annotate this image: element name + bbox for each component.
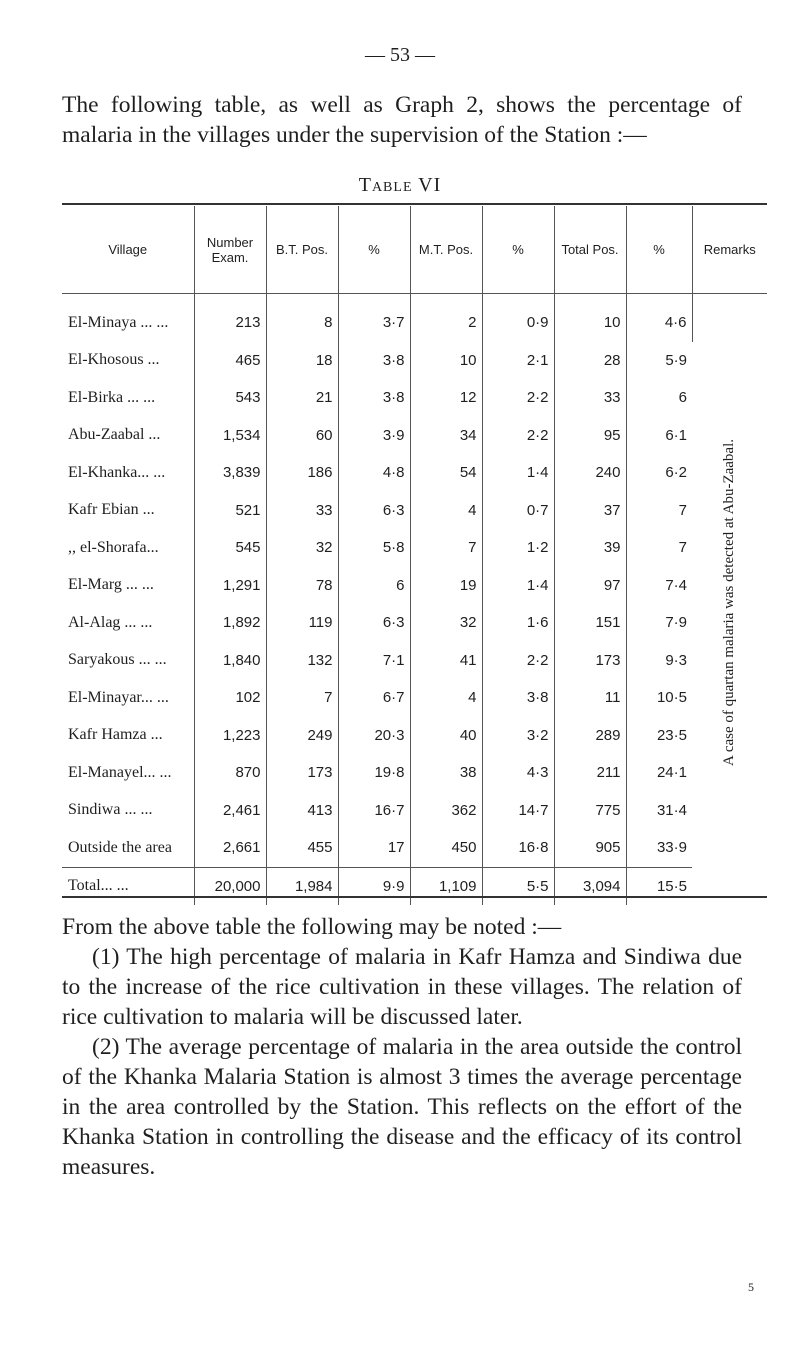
mt-percent-cell: 14·7 — [482, 792, 554, 830]
table-title: Table VI — [358, 174, 442, 196]
village-cell: El-Birka ... ... — [62, 379, 194, 417]
total-cell: 33 — [554, 379, 626, 417]
total-cell: 240 — [554, 454, 626, 492]
exam-cell: 1,291 — [194, 567, 266, 605]
table-row — [62, 454, 767, 492]
bt-cell: 78 — [266, 567, 338, 605]
total-cell: 37 — [554, 492, 626, 530]
bt-percent-cell: 19·8 — [338, 754, 410, 792]
bt-cell: 60 — [266, 417, 338, 455]
exam-cell: 1,892 — [194, 604, 266, 642]
total-percent-cell: 6 — [678, 389, 687, 407]
exam-cell: 2,461 — [194, 792, 266, 830]
mt-percent-cell: 2·2 — [482, 642, 554, 680]
exam-cell: 521 — [194, 492, 266, 530]
mt-cell: 54 — [410, 454, 482, 492]
total-label-cell: Total... ... — [62, 867, 194, 905]
bt-percent-cell: 6·7 — [338, 679, 410, 717]
bt-percent-cell: 3·7 — [338, 294, 410, 342]
header-mt-percent: % — [482, 206, 554, 294]
mt-percent-cell: 4·3 — [482, 754, 554, 792]
mt-cell: 12 — [410, 379, 482, 417]
bt-cell: 119 — [266, 604, 338, 642]
table-row — [62, 717, 767, 755]
mt-cell: 19 — [410, 567, 482, 605]
remarks-note: A case of quartan malaria was detected at Abu-Zaabal. — [721, 439, 738, 766]
total-percent-cell: 4·6 — [626, 294, 692, 342]
total-cell: 95 — [554, 417, 626, 455]
exam-cell: 545 — [194, 529, 266, 567]
total-cell: 289 — [554, 717, 626, 755]
total-cell: 11 — [554, 679, 626, 717]
exam-cell: 213 — [194, 294, 266, 342]
bt-cell: 413 — [266, 792, 338, 830]
header-bt-percent: % — [338, 206, 410, 294]
total-row — [62, 867, 767, 905]
exam-cell: 3,839 — [194, 454, 266, 492]
total-percent-cell: 7 — [678, 539, 687, 557]
signature-mark: 5 — [748, 1280, 754, 1294]
table-row — [62, 754, 767, 792]
total-bt-cell: 1,984 — [266, 867, 338, 905]
bt-cell: 249 — [266, 717, 338, 755]
village-cell: Kafr Hamza ... — [62, 717, 194, 755]
table-row — [62, 379, 767, 417]
total-percent-cell: 24·1 — [656, 764, 687, 782]
bt-cell: 132 — [266, 642, 338, 680]
bt-cell: 32 — [266, 529, 338, 567]
bt-percent-cell: 7·1 — [338, 642, 410, 680]
mt-cell: 2 — [410, 294, 482, 342]
exam-cell: 870 — [194, 754, 266, 792]
total-percent-cell: 7·4 — [665, 576, 687, 594]
header-village: Village — [62, 206, 194, 294]
header-mt-pos: M.T. Pos. — [410, 206, 482, 294]
mt-percent-cell: 3·2 — [482, 717, 554, 755]
mt-percent-cell: 1·4 — [482, 454, 554, 492]
mt-percent-cell: 1·4 — [482, 567, 554, 605]
total-bt-percent-cell: 9·9 — [338, 867, 410, 905]
conclusion-point-1: (1) The high percentage of malaria in Kafr Hamza and Sindiwa due to the increase of the rice cultivation in these villages. The relation of rice cultivation to malaria will be discussed later. — [62, 944, 742, 1030]
mt-cell: 10 — [410, 342, 482, 380]
exam-cell: 1,534 — [194, 417, 266, 455]
bt-percent-cell: 17 — [338, 829, 410, 867]
mt-cell: 40 — [410, 717, 482, 755]
mt-percent-cell: 0·9 — [482, 294, 554, 342]
table-row — [62, 529, 767, 567]
village-cell: El-Khanka... ... — [62, 454, 194, 492]
village-cell: Outside the area — [62, 829, 194, 867]
bt-percent-cell: 3·8 — [338, 342, 410, 380]
table-row — [62, 829, 767, 867]
exam-cell: 1,840 — [194, 642, 266, 680]
bt-cell: 455 — [266, 829, 338, 867]
bt-cell: 186 — [266, 454, 338, 492]
total-mt-percent-cell: 5·5 — [482, 867, 554, 905]
bt-percent-cell: 6·3 — [338, 604, 410, 642]
header-number-exam: Number Exam. — [194, 206, 266, 294]
total-cell: 97 — [554, 567, 626, 605]
mt-cell: 7 — [410, 529, 482, 567]
bt-cell: 8 — [266, 294, 338, 342]
table-bottom-rule — [62, 896, 767, 898]
table-header-row — [62, 206, 767, 294]
table-row — [62, 679, 767, 717]
table-row — [62, 417, 767, 455]
village-cell: El-Khosous ... — [62, 342, 194, 380]
malaria-table — [62, 206, 767, 905]
page-number: — 53 — — [365, 44, 435, 66]
village-cell: Saryakous ... ... — [62, 642, 194, 680]
mt-percent-cell: 2·2 — [482, 417, 554, 455]
total-percent-cell: 31·4 — [656, 801, 687, 819]
total-percent-cell: 6·1 — [665, 426, 687, 444]
total-percent-cell: 6·2 — [665, 464, 687, 482]
bt-percent-cell: 16·7 — [338, 792, 410, 830]
bt-cell: 21 — [266, 379, 338, 417]
bt-percent-cell: 6 — [338, 567, 410, 605]
conclusion-point-2: (2) The average percentage of malaria in the area outside the control of the Khanka Malaria Station is almost 3 times the average percentage in the area controlled by the Station. This reflects on the effort of the Khanka Station in controlling the disease and the efficacy of its control measures. — [62, 1034, 742, 1180]
bt-percent-cell: 4·8 — [338, 454, 410, 492]
mt-cell: 34 — [410, 417, 482, 455]
table-row — [62, 604, 767, 642]
total-cell: 10 — [554, 294, 626, 342]
remarks-cell — [692, 294, 767, 906]
header-total-percent: % — [626, 206, 692, 294]
mt-cell: 362 — [410, 792, 482, 830]
bt-cell: 33 — [266, 492, 338, 530]
bt-percent-cell: 20·3 — [338, 717, 410, 755]
mt-percent-cell: 1·6 — [482, 604, 554, 642]
conclusions-lead: From the above table the following may be noted :— — [62, 914, 562, 940]
village-cell: Sindiwa ... ... — [62, 792, 194, 830]
total-total-cell: 3,094 — [554, 867, 626, 905]
total-percent-cell: 5·9 — [665, 351, 687, 369]
mt-percent-cell: 0·7 — [482, 492, 554, 530]
table-row — [62, 792, 767, 830]
table-row — [62, 294, 767, 342]
total-cell: 151 — [554, 604, 626, 642]
total-exam-cell: 20,000 — [194, 867, 266, 905]
village-cell: ,, el-Shorafa... — [62, 529, 194, 567]
table-row — [62, 492, 767, 530]
exam-cell: 543 — [194, 379, 266, 417]
total-cell: 905 — [554, 829, 626, 867]
total-total-percent-cell: 15·5 — [626, 867, 692, 905]
village-cell: Kafr Ebian ... — [62, 492, 194, 530]
exam-cell: 2,661 — [194, 829, 266, 867]
total-cell: 173 — [554, 642, 626, 680]
total-cell: 28 — [554, 342, 626, 380]
village-cell: Al-Alag ... ... — [62, 604, 194, 642]
exam-cell: 102 — [194, 679, 266, 717]
mt-cell: 4 — [410, 679, 482, 717]
exam-cell: 465 — [194, 342, 266, 380]
total-cell: 39 — [554, 529, 626, 567]
village-cell: El-Marg ... ... — [62, 567, 194, 605]
total-percent-cell: 10·5 — [656, 689, 687, 707]
table-top-rule — [62, 203, 767, 205]
bt-percent-cell: 5·8 — [338, 529, 410, 567]
mt-percent-cell: 2·1 — [482, 342, 554, 380]
total-percent-cell: 33·9 — [656, 839, 687, 857]
bt-percent-cell: 6·3 — [338, 492, 410, 530]
mt-cell: 32 — [410, 604, 482, 642]
total-percent-cell: 9·3 — [665, 651, 687, 669]
total-percent-cell: 23·5 — [656, 726, 687, 744]
village-cell: El-Manayel... ... — [62, 754, 194, 792]
bt-cell: 7 — [266, 679, 338, 717]
bt-percent-cell: 3·8 — [338, 379, 410, 417]
intro-paragraph: The following table, as well as Graph 2, shows the percentage of malaria in the villages under the supervision of the Station :— — [62, 92, 742, 148]
header-bt-pos: B.T. Pos. — [266, 206, 338, 294]
mt-cell: 450 — [410, 829, 482, 867]
table-row — [62, 342, 767, 380]
total-mt-cell: 1,109 — [410, 867, 482, 905]
mt-percent-cell: 1·2 — [482, 529, 554, 567]
village-cell: El-Minayar... ... — [62, 679, 194, 717]
mt-percent-cell: 3·8 — [482, 679, 554, 717]
mt-percent-cell: 16·8 — [482, 829, 554, 867]
mt-percent-cell: 2·2 — [482, 379, 554, 417]
village-cell: El-Minaya ... ... — [62, 294, 194, 342]
header-total-pos: Total Pos. — [554, 206, 626, 294]
exam-cell: 1,223 — [194, 717, 266, 755]
mt-cell: 41 — [410, 642, 482, 680]
header-remarks: Remarks — [692, 206, 767, 294]
village-cell: Abu-Zaabal ... — [62, 417, 194, 455]
total-cell: 211 — [554, 754, 626, 792]
table-row — [62, 567, 767, 605]
mt-cell: 4 — [410, 492, 482, 530]
mt-cell: 38 — [410, 754, 482, 792]
total-percent-cell: 7 — [678, 501, 687, 519]
total-cell: 775 — [554, 792, 626, 830]
bt-percent-cell: 3·9 — [338, 417, 410, 455]
bt-cell: 18 — [266, 342, 338, 380]
bt-cell: 173 — [266, 754, 338, 792]
total-percent-cell: 7·9 — [665, 614, 687, 632]
table-row — [62, 642, 767, 680]
